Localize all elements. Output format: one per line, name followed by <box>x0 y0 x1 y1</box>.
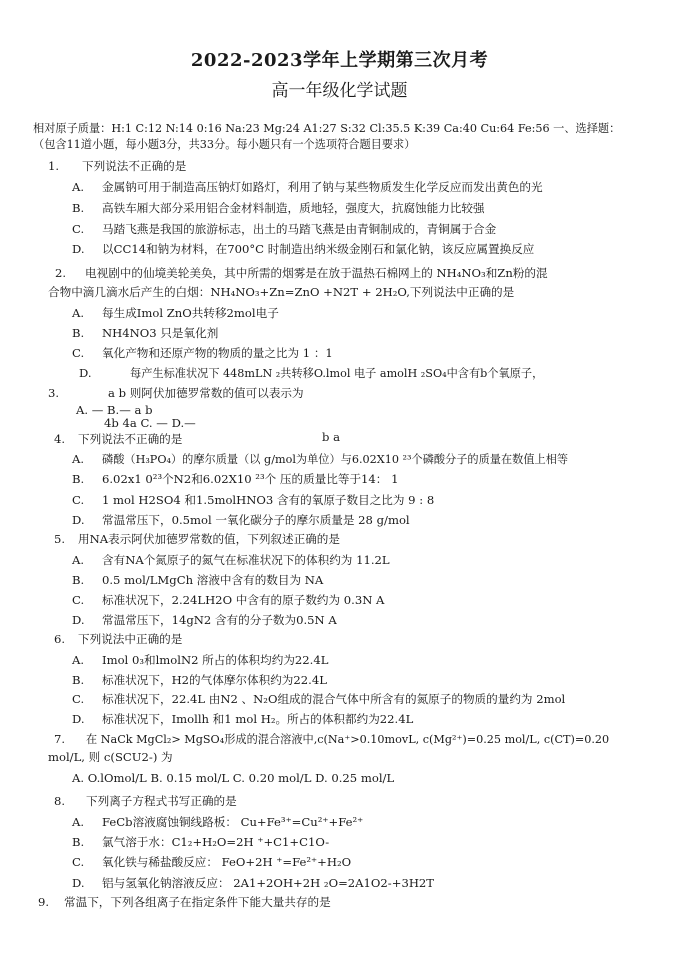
option-2c <box>72 346 333 361</box>
option-key: D. <box>72 712 85 726</box>
option-key: A. <box>72 553 85 567</box>
option-text: 氧化产物和还原产物的物质的量之比为 1 ：1 <box>102 346 333 360</box>
question-7 <box>54 732 609 747</box>
option-8b <box>72 835 329 850</box>
question-text: 用NA表示阿伏加德罗常数的值，下列叙述正确的是 <box>78 532 340 546</box>
option-text: 标准状况下，22.4L 由N2 、N₂O组成的混合气体中所含有的氮原子的物质的量约为 2mol <box>102 692 566 706</box>
section-instructions: （包含11道小题，每小题3分，共33分。每小题只有一个选项符合题目要求） <box>33 138 416 151</box>
question-text: 在 NaCk MgCl₂> MgSO₄形成的混合溶液中,c(Na⁺>0.10movL, c(Mg²⁺)=0.25 mol/L, c(CT)=0.20 <box>86 733 610 746</box>
option-text: 1 mol H2SO4 和1.5molHNO3 含有的氧原子数目之比为 9 : 8 <box>102 493 435 507</box>
option-key: C. <box>72 222 85 236</box>
option-key: D. <box>72 876 85 890</box>
option-6d <box>72 712 413 727</box>
option-6c <box>72 692 565 707</box>
option-4b <box>72 472 398 487</box>
option-text: 0.5 mol/LMgCh 溶液中含有的数目为 NA <box>102 573 324 587</box>
question-text: 下列说法不正确的是 <box>82 159 187 173</box>
exam-subtitle: 高一年级化学试题 <box>271 81 408 101</box>
question-number: 3. <box>48 386 60 400</box>
option-text: Imol 0₃和lmolN2 所占的体积均约为22.4L <box>102 653 329 667</box>
question-1 <box>48 159 186 174</box>
option-1b <box>72 201 485 216</box>
question-9 <box>38 895 331 910</box>
question-3 <box>48 386 304 401</box>
option-text: 马踏飞燕是我国的旅游标志，出土的马踏飞燕是由青铜制成的，青铜属于合金 <box>102 222 497 236</box>
option-key: B. <box>72 326 85 340</box>
question-number: 8. <box>54 794 66 808</box>
option-key: D. <box>72 242 85 256</box>
option-key: C. <box>72 346 85 360</box>
option-4d <box>72 513 410 528</box>
option-8d <box>72 876 434 891</box>
question-3-denominators: 4b 4a C. — D.— <box>104 416 196 430</box>
option-2b <box>72 326 218 341</box>
question-number: 5. <box>54 532 66 546</box>
option-text: 氯气溶于水：C1₂+H₂O=2H ⁺+C1+C1O- <box>102 835 330 849</box>
atomic-mass-header: 相对原子质量：H:1 C:12 N:14 0:16 Na:23 Mg:24 A1:27 S:32 Cl:35.5 K:39 Ca:40 Cu:64 Fe:56 一、选择题： <box>33 122 621 135</box>
question-3-denominators-2: b a <box>322 430 341 444</box>
option-text: 磷酸（H₃PO₄）的摩尔质量（以 g/mol为单位）与6.02X10 ²³个磷酸分子的质量在数值上相等 <box>102 453 569 466</box>
option-6a <box>72 653 328 668</box>
option-5d <box>72 613 337 628</box>
option-text: 标准状况下，Imollh 和1 mol H₂。所占的体积都约为22.4L <box>102 712 414 726</box>
option-text: 6.02x1 0²³个N2和6.02X10 ²³个 压的质量比等于14： 1 <box>102 472 399 486</box>
option-key: A. <box>72 653 85 667</box>
option-text: 标准状况下，H2的气体摩尔体积约为22.4L <box>102 673 327 687</box>
option-key: D. <box>72 513 85 527</box>
option-text: 高铁车厢大部分采用铝合金材料制造，质地轻，强度大，抗腐蚀能力比较强 <box>102 201 485 215</box>
option-4a <box>72 452 568 467</box>
question-text: 常温下，下列各组离子在指定条件下能大量共存的是 <box>64 895 331 909</box>
option-5a <box>72 553 390 568</box>
question-2 <box>55 266 548 281</box>
option-4c <box>72 493 434 508</box>
option-5c <box>72 593 384 608</box>
option-key: A. <box>72 815 85 829</box>
option-text: 常温常压下，14gN2 含有的分子数为0.5N A <box>102 613 337 627</box>
option-key: C. <box>72 692 85 706</box>
question-7-options: A. O.lOmol/L B. 0.15 mol/L C. 0.20 mol/L D. 0.25 mol/L <box>72 771 395 785</box>
option-text: 每产生标准状况下 448mLN ₂共转移O.lmol 电子 amolH ₂SO₄中含有b个氧原子， <box>130 367 544 380</box>
question-number: 9. <box>38 895 50 909</box>
question-number: 1. <box>48 159 60 173</box>
option-key: C. <box>72 593 85 607</box>
option-key: A. <box>72 452 85 466</box>
question-3-options: A. — B.— a b <box>76 403 153 417</box>
question-text: 下列说法不正确的是 <box>78 432 183 446</box>
option-1d <box>72 242 534 257</box>
question-text: 下列离子方程式书写正确的是 <box>86 794 237 808</box>
option-text: 以CC14和钠为材料，在700°C 时制造出纳米级金刚石和氯化钠，该反应属置换反应 <box>102 242 535 256</box>
option-text: 常温常压下，0.5mol 一氧化碳分子的摩尔质量是 28 g/mol <box>102 513 410 527</box>
option-text: 标准状况下，2.24LH2O 中含有的原子数约为 0.3N A <box>102 593 385 607</box>
option-key: C. <box>72 493 85 507</box>
option-key: B. <box>72 201 85 215</box>
question-text: 电视剧中的仙境美轮美奂，其中所需的烟雾是在放于温热石棉网上的 NH₄NO₃和Zn粉的混 <box>85 266 548 280</box>
question-number: 4. <box>54 432 66 446</box>
option-6b <box>72 673 327 688</box>
option-key: A. <box>72 180 85 194</box>
question-7-cont: mol/L, 则 c(SCU2-) 为 <box>48 750 173 764</box>
option-key: B. <box>72 573 85 587</box>
option-1c <box>72 222 496 237</box>
option-text: 铝与氢氧化钠溶液反应： 2A1+2OH+2H ₂O=2A1O2-+3H2T <box>102 876 435 890</box>
question-text: 下列说法中正确的是 <box>78 632 183 646</box>
option-key: D. <box>79 366 92 380</box>
option-key: B. <box>72 472 85 486</box>
option-5b <box>72 573 323 588</box>
question-number: 7. <box>54 732 66 746</box>
option-2a <box>72 306 279 321</box>
option-key: A. <box>72 306 85 320</box>
exam-title: 2022-2023学年上学期第三次月考 <box>190 50 489 71</box>
option-key: B. <box>72 673 85 687</box>
question-5 <box>54 532 340 547</box>
question-number: 6. <box>54 632 66 646</box>
option-text: 氧化铁与稀盐酸反应： FeO+2H ⁺=Fe²⁺+H₂O <box>102 855 352 869</box>
option-2d <box>79 366 543 381</box>
option-key: C. <box>72 855 85 869</box>
question-text: a b 则阿伏加德罗常数的值可以表示为 <box>108 386 304 400</box>
question-4 <box>54 432 182 447</box>
question-6 <box>54 632 182 647</box>
option-1a <box>72 180 543 195</box>
option-text: FeCb溶液腐蚀铜线路板： Cu+Fe³⁺=Cu²⁺+Fe²⁺ <box>102 815 364 829</box>
option-key: D. <box>72 613 85 627</box>
option-text: NH4NO3 只是氧化剂 <box>102 326 219 340</box>
option-key: B. <box>72 835 85 849</box>
option-text: 含有NA个氮原子的氮气在标准状况下的体积约为 11.2L <box>102 553 390 567</box>
question-number: 2. <box>55 266 67 280</box>
option-8a <box>72 815 363 830</box>
question-8 <box>54 794 237 809</box>
option-8c <box>72 855 351 870</box>
option-text: 金属钠可用于制造高压钠灯如路灯，利用了钠与某些物质发生化学反应而发出黄色的光 <box>102 180 543 194</box>
question-2-cont: 合物中滴几滴水后产生的白烟：NH₄NO₃+Zn=ZnO +N2T + 2H₂O,下列说法中正确的是 <box>48 285 515 299</box>
option-text: 每生成Imol ZnO共转移2mol电子 <box>102 306 279 320</box>
